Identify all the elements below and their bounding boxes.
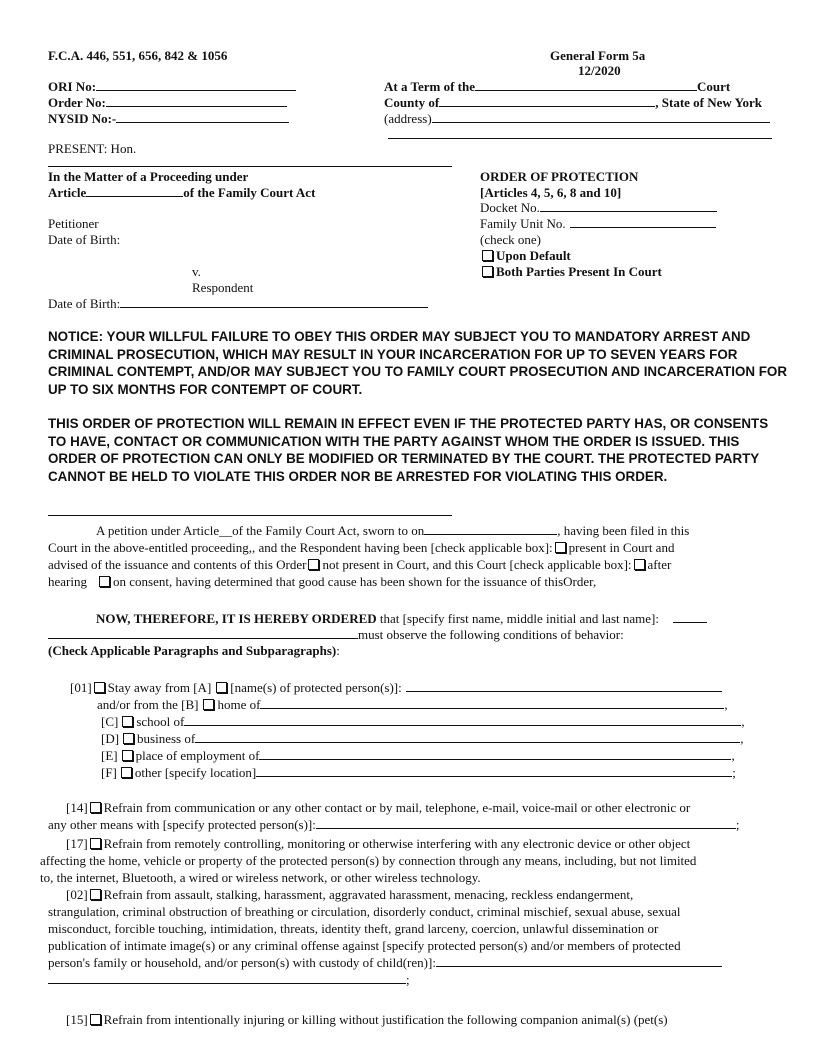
docket-label: Docket No.: [480, 200, 540, 215]
p17-line-2: affecting the home, vehicle or property of the protected person(s) by connection through any means, including, but not limited: [40, 853, 697, 868]
p01e-checkbox[interactable]: [122, 750, 133, 761]
p14-line-1: [66, 800, 690, 815]
p01f-checkbox[interactable]: [121, 767, 132, 778]
p14-input-line[interactable]: [316, 817, 736, 829]
p01b-label: and/or from the [B]: [97, 697, 199, 712]
p01d-line: [101, 731, 743, 746]
p15-line-1: [66, 1012, 668, 1027]
respondent-name-input-line-2[interactable]: [48, 627, 358, 639]
p17-line-3: to, the internet, Bluetooth, a wired or wireless network, or other wireless technology.: [40, 870, 481, 885]
after-label: after: [647, 557, 672, 572]
ori-label: ORI No:: [48, 79, 97, 94]
county-label: County of: [384, 95, 440, 110]
semicolon: ;: [406, 972, 410, 987]
act-label: of the Family Court Act: [183, 185, 316, 200]
respondent-dob-field[interactable]: [48, 296, 428, 311]
docket-field[interactable]: [480, 200, 717, 215]
family-unit-input-line[interactable]: [570, 216, 716, 228]
petition-line-2: Court in the above-entitled proceeding,, and the Respondent having been [check applicable box]:: [48, 540, 553, 555]
p02-line-4: publication of intimate image(s) or any criminal offense against [specify protected person(s) and/or members of protected: [48, 938, 681, 953]
p02-input-line[interactable]: [436, 955, 722, 967]
ordered-tail: must observe the following conditions of behavior:: [358, 627, 624, 642]
p02-text-5: person's family or household, and/or person(s) with custody of child(ren)]:: [48, 955, 436, 970]
county-input-line[interactable]: [439, 95, 655, 107]
notice-warning: NOTICE: YOUR WILLFUL FAILURE TO OBEY THIS ORDER MAY SUBJECT YOU TO MANDATORY ARREST AND CRIMINAL PROSECUTION, WHICH MAY RESULT IN YOUR INCARCERATION FOR UP TO SEVEN YEARS FOR CRIMINAL CONTEMPT, AND/OR MAY SUBJECT YOU TO FAMILY COURT PROSECUTION AND INCARCERATION FOR UP TO SIX MONTHS FOR CONTEMPT OF COURT.: [48, 329, 788, 397]
both-parties-label: Both Parties Present In Court: [496, 264, 662, 279]
nysid-field[interactable]: [48, 111, 289, 126]
ori-field[interactable]: [48, 79, 296, 94]
colon: :: [336, 643, 340, 658]
p01d-letter: [D]: [101, 731, 120, 746]
order-articles: [Articles 4, 5, 6, 8 and 10]: [480, 185, 622, 200]
p01d-checkbox[interactable]: [123, 733, 134, 744]
respondent-dob-input-line[interactable]: [120, 296, 428, 308]
p02-number: [02]: [66, 887, 88, 902]
statute-reference: F.C.A. 446, 551, 656, 842 & 1056: [48, 48, 228, 63]
petitioner-dob-label: Date of Birth:: [48, 232, 121, 247]
p01d-input-line[interactable]: [195, 731, 740, 743]
p01c-input-line[interactable]: [184, 714, 741, 726]
p01f-input-line[interactable]: [256, 765, 732, 777]
p01f-letter: [F]: [101, 765, 117, 780]
p17-line-1: [66, 836, 690, 851]
address-input-line[interactable]: [432, 111, 770, 123]
court-label: Court: [697, 79, 731, 94]
p01b-line: [97, 697, 728, 712]
article-label: Article: [48, 185, 87, 200]
p17-checkbox[interactable]: [90, 838, 101, 849]
article-input-line[interactable]: [86, 185, 183, 197]
p14-text-2: any other means with [specify protected person(s)]:: [48, 817, 316, 832]
p01c-letter: [C]: [101, 714, 119, 729]
caption-divider: [48, 166, 452, 167]
matter-article-field[interactable]: [48, 185, 315, 200]
petition-line-4: on consent, having determined that good cause has been shown for the issuance of thisOrder,: [112, 574, 597, 589]
not-present-checkbox[interactable]: [308, 559, 319, 570]
p15-checkbox[interactable]: [90, 1014, 101, 1025]
p01-names-input-line[interactable]: [406, 680, 722, 692]
docket-input-line[interactable]: [540, 200, 717, 212]
petitioner-label: Petitioner: [48, 216, 99, 231]
order-no-input-line[interactable]: [106, 95, 287, 107]
p01f-label: other [specify location]: [134, 765, 257, 780]
nysid-label: NYSID No:-: [48, 111, 117, 126]
p01-names-label: [name(s) of protected person(s)]:: [230, 680, 402, 695]
on-consent-checkbox[interactable]: [99, 576, 110, 587]
petition-line-1: A petition under Article__of the Family Court Act, sworn to on: [96, 523, 425, 538]
p02-checkbox[interactable]: [90, 889, 101, 900]
check-paragraphs-heading: (Check Applicable Paragraphs and Subparagraphs): [48, 643, 337, 658]
p01e-letter: [E]: [101, 748, 118, 763]
p15-number: [15]: [66, 1012, 88, 1027]
p14-checkbox[interactable]: [90, 802, 101, 813]
petition-line-1-end: , having been filed in this: [557, 523, 690, 538]
family-unit-label: Family Unit No.: [480, 216, 566, 231]
p01-number: [01]: [70, 680, 92, 695]
address-field[interactable]: [384, 111, 770, 126]
nysid-input-line[interactable]: [116, 111, 289, 123]
county-field[interactable]: [384, 95, 762, 110]
state-label: , State of New York: [655, 95, 763, 110]
petition-line-3: advised of the issuance and contents of this Order: [48, 557, 307, 572]
notice-divider: [48, 515, 452, 516]
address-label: (address): [384, 111, 432, 126]
order-title: ORDER OF PROTECTION: [480, 169, 639, 184]
p02-line-2: strangulation, criminal obstruction of breathing or circulation, disorderly conduct, criminal mischief, sexual abuse, sexual: [48, 904, 681, 919]
p17-number: [17]: [66, 836, 88, 851]
order-no-label: Order No:: [48, 95, 106, 110]
term-field[interactable]: [384, 79, 730, 94]
check-paragraphs-line: [48, 643, 340, 658]
upon-default-label: Upon Default: [496, 248, 571, 263]
p01e-label: place of employment of: [135, 748, 260, 763]
hearing-label: hearing: [48, 574, 87, 589]
p02-input-line-2[interactable]: [48, 972, 406, 984]
after-hearing-checkbox[interactable]: [634, 559, 645, 570]
upon-default-option[interactable]: [480, 248, 571, 263]
matter-line: In the Matter of a Proceeding under: [48, 169, 249, 184]
sworn-date-input-line[interactable]: [424, 523, 557, 535]
p01b-input-line[interactable]: [260, 697, 724, 709]
p01-checkbox[interactable]: [94, 682, 105, 693]
p01-stay-label: Stay away from [A]: [107, 680, 212, 695]
p01c-label: school of: [136, 714, 185, 729]
petition-paragraph: [48, 522, 788, 590]
form-date: 12/2020: [578, 63, 621, 78]
respondent-name-input-line[interactable]: [673, 611, 707, 623]
p01d-label: business of: [137, 731, 196, 746]
order-no-field[interactable]: [48, 95, 287, 110]
p14-line-2: [48, 817, 739, 832]
check-one-label: (check one): [480, 232, 541, 247]
p17-text: Refrain from remotely controlling, monitoring or otherwise interfering with any electronic device or other object: [103, 836, 691, 851]
comma: ,: [741, 714, 745, 729]
p01b-home-label: home of: [217, 697, 261, 712]
p02-line-6: [48, 972, 410, 987]
p02-line-5: [48, 955, 722, 970]
p02-line-1: [66, 887, 633, 902]
respondent-dob-label: Date of Birth:: [48, 296, 121, 311]
p14-number: [14]: [66, 800, 88, 815]
term-input-line[interactable]: [475, 79, 697, 91]
p15-text: Refrain from intentionally injuring or killing without justification the following companion animal(s) (pet(s): [103, 1012, 668, 1027]
semicolon: ;: [732, 765, 736, 780]
p01f-line: [101, 765, 736, 780]
not-present-label: not present in Court, and this Court [check applicable box]:: [322, 557, 632, 572]
p01a-checkbox[interactable]: [216, 682, 227, 693]
ordered-line-2: [48, 627, 624, 642]
ori-input-line[interactable]: [96, 79, 296, 91]
p01c-line: [101, 714, 745, 729]
p01c-checkbox[interactable]: [122, 716, 133, 727]
upon-default-checkbox[interactable]: [482, 250, 493, 261]
address-line-2[interactable]: [388, 138, 772, 139]
p14-text: Refrain from communication or any other contact or by mail, telephone, e-mail, voice-mail or other electronic or: [103, 800, 691, 815]
present-judge: PRESENT: Hon.: [48, 141, 137, 156]
semicolon: ;: [735, 817, 740, 832]
both-parties-checkbox[interactable]: [482, 266, 493, 277]
p02-line-3: misconduct, forcible touching, intimidation, threats, identity theft, grand larceny, coercion, unlawful dissemination or: [48, 921, 659, 936]
present-in-court-label: present in Court and: [568, 540, 675, 555]
ordered-line: [96, 611, 707, 626]
ordered-specify: that [specify first name, middle initial and last name]:: [379, 611, 659, 626]
versus-label: v.: [192, 264, 201, 279]
p01e-line: [101, 748, 735, 763]
p01b-checkbox[interactable]: [203, 699, 214, 710]
term-label: At a Term of the: [384, 79, 475, 94]
p01-line: [70, 680, 722, 695]
ordered-heading: NOW, THEREFORE, IT IS HEREBY ORDERED: [96, 611, 377, 626]
present-in-court-checkbox[interactable]: [555, 542, 566, 553]
both-parties-option[interactable]: [480, 264, 662, 279]
notice-effect: THIS ORDER OF PROTECTION WILL REMAIN IN EFFECT EVEN IF THE PROTECTED PARTY HAS, OR CONSENTS TO HAVE, CONTACT OR COMMUNICATION WITH THE PARTY AGAINST WHOM THE ORDER IS ISSUED. THIS ORDER OF PROTECTION CAN ONLY BE MODIFIED OR TERMINATED BY THE COURT. THE PROTECTED PARTY CANNOT BE HELD TO VIOLATE THIS ORDER NOR BE ARRESTED FOR VIOLATING THIS ORDER.: [48, 416, 769, 484]
p01e-input-line[interactable]: [259, 748, 731, 760]
family-unit-field[interactable]: [480, 216, 716, 231]
form-name: General Form 5a: [550, 48, 646, 63]
comma: ,: [740, 731, 744, 746]
comma: ,: [724, 697, 728, 712]
comma: ,: [731, 748, 735, 763]
respondent-label: Respondent: [192, 280, 254, 295]
p02-text: Refrain from assault, stalking, harassment, aggravated harassment, menacing, reckless endangerment,: [103, 887, 634, 902]
